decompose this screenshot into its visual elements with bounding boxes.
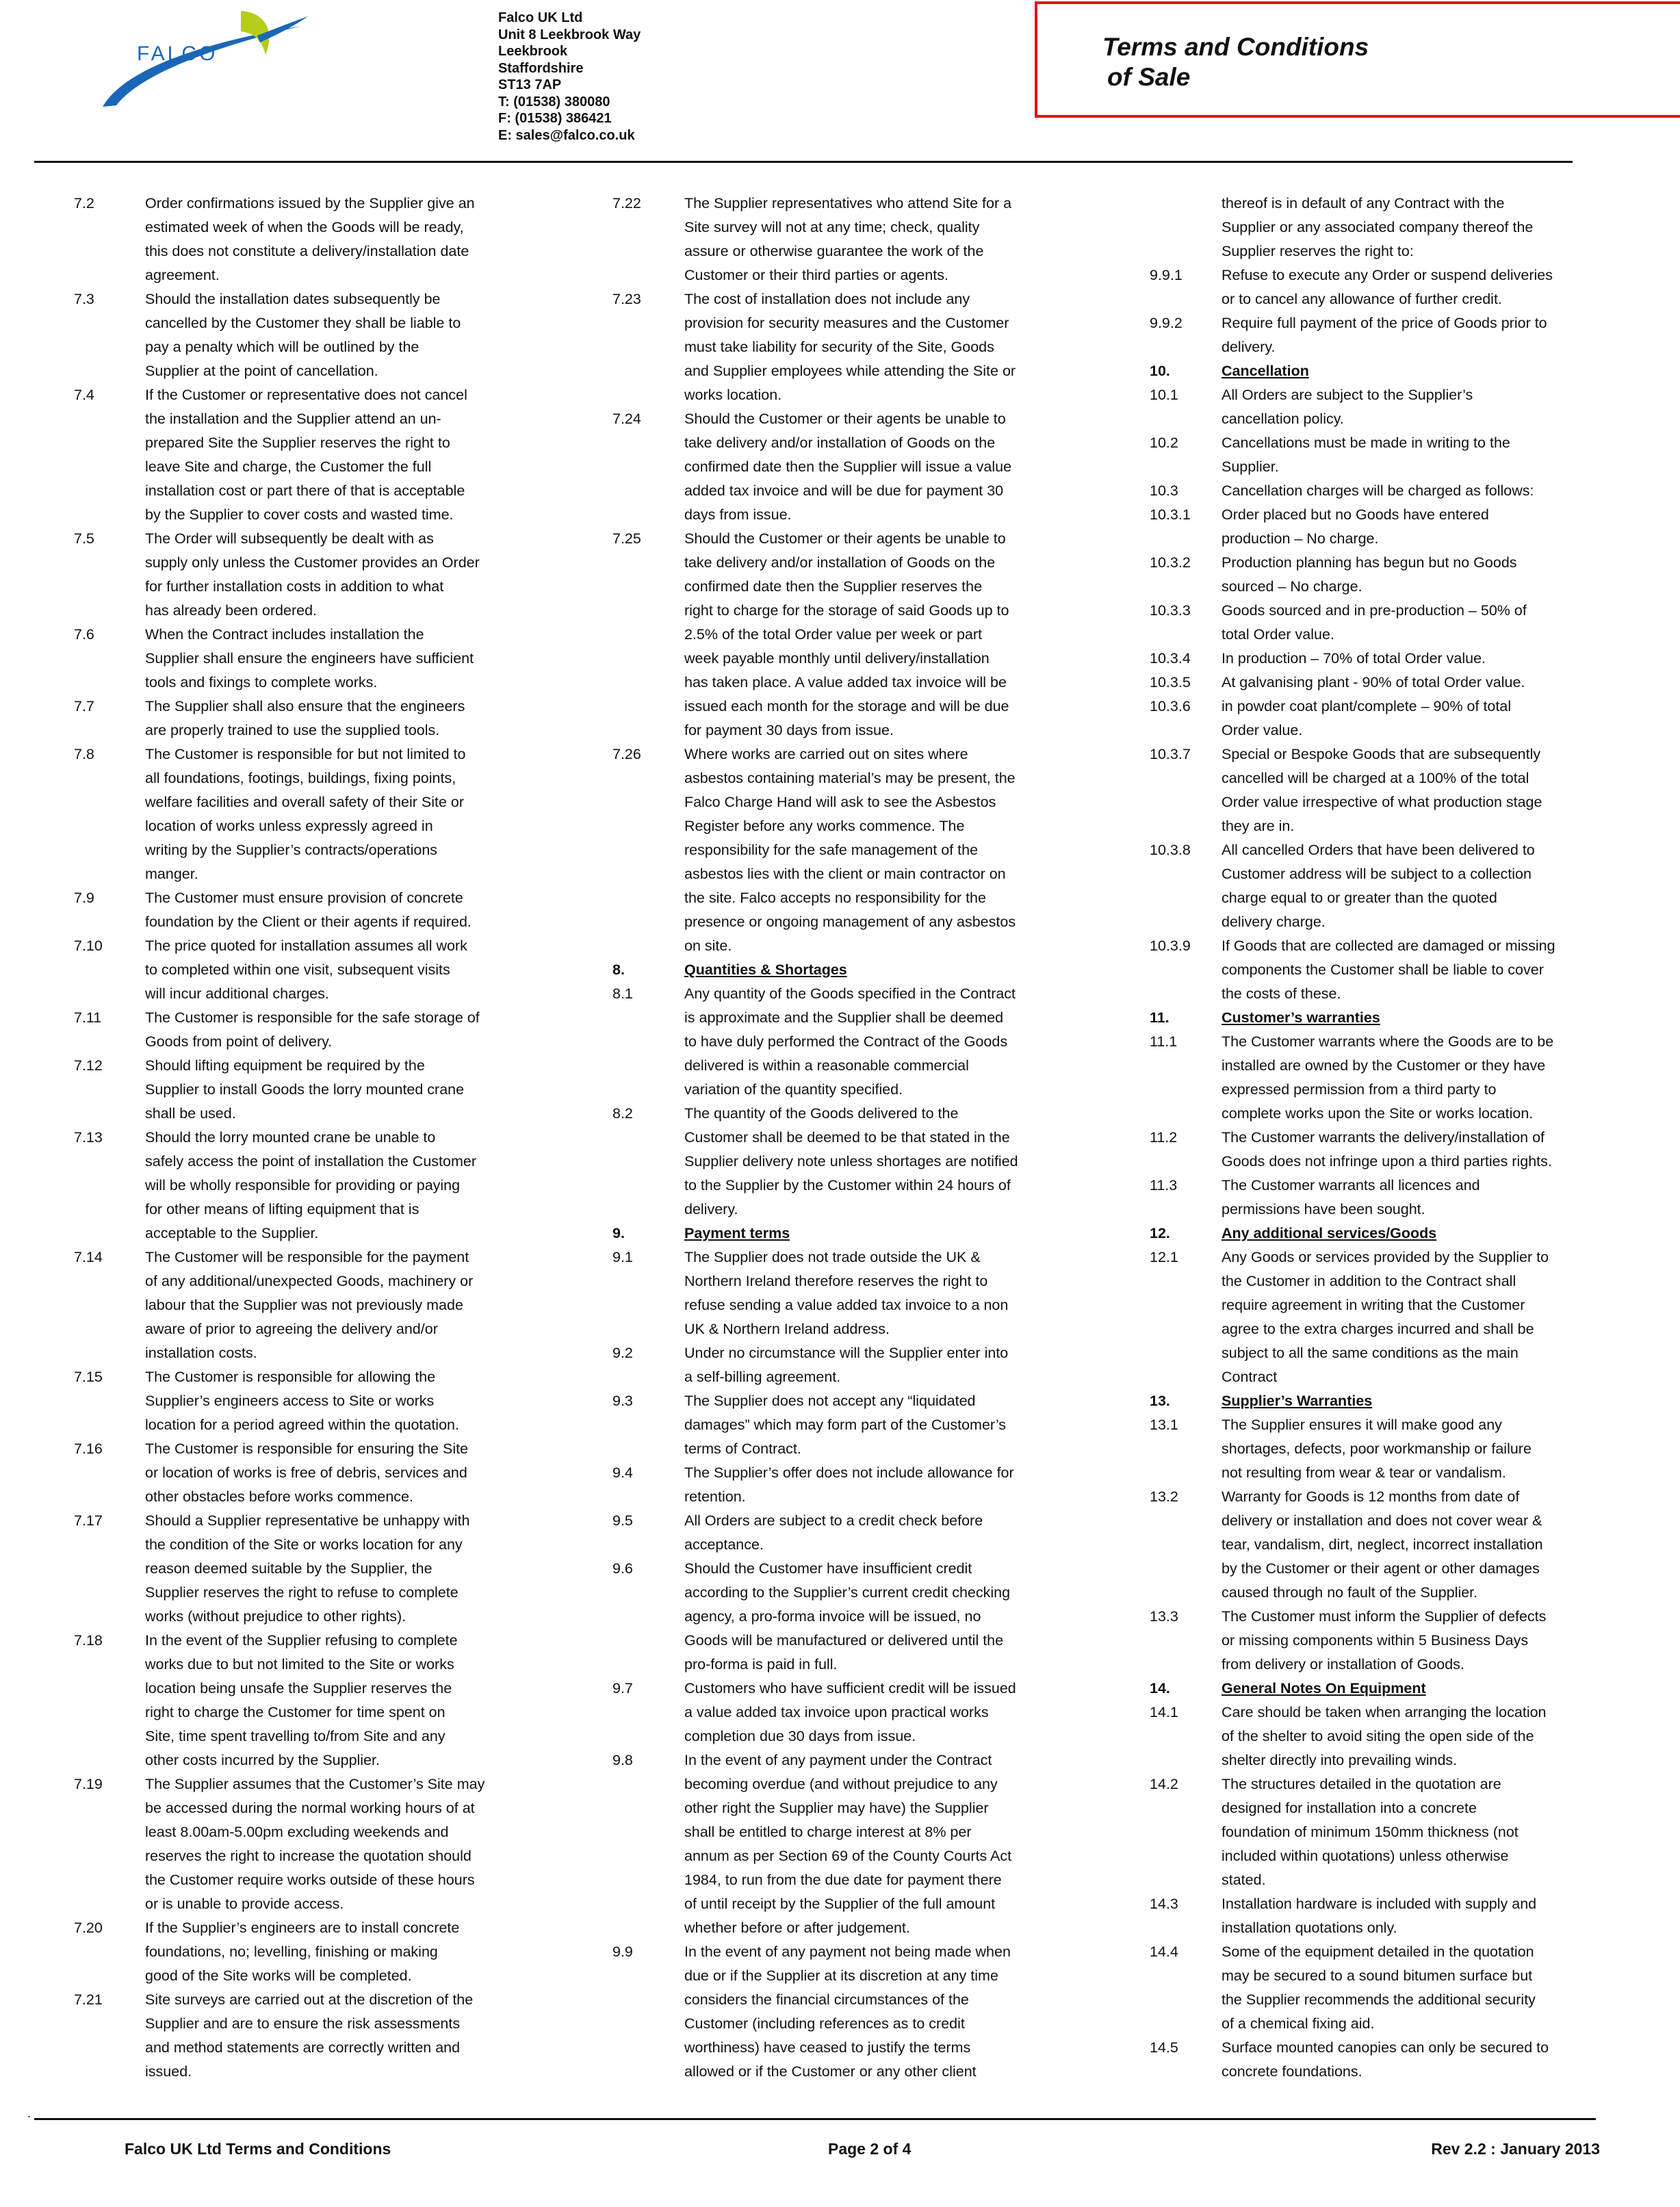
- clause-text: Should the Customer or their agents be unable to take delivery and/or installation of Goods on the confirmed date then the Supplier will issue a value added tax invoice and will be due for payment 30 days from issue.: [684, 411, 1012, 523]
- clause: [612, 1557, 1133, 1677]
- section-title: Customer’s warranties: [1222, 1009, 1380, 1026]
- section-title: Cancellation: [1222, 363, 1309, 379]
- clause-number: 10.3.4: [1150, 650, 1191, 667]
- fax: F: (01538) 386421: [498, 111, 612, 126]
- clause: [74, 1365, 615, 1437]
- clause-text: The Supplier ensures it will make good any shortages, defects, poor workmanship or failure not resulting from wear & tear or vandalism.: [1222, 1417, 1532, 1481]
- clause-number: 7.13: [74, 1129, 103, 1146]
- clause: [1150, 1701, 1670, 1772]
- section-number: 13.: [1150, 1393, 1170, 1409]
- clause-text: In the event of any payment not being made when due or if the Supplier at its discretion at any time considers the financial circumstances of the Customer (including references as to credit worthiness) have ceased to justify the terms allowed or if the Customer or any other client: [684, 1944, 1011, 2080]
- clause-number: 9.9: [612, 1944, 633, 1960]
- address-postcode: ST13 7AP: [498, 77, 562, 92]
- clause: [612, 1748, 1133, 1940]
- clause: [612, 743, 1133, 958]
- clause-number: 7.8: [74, 746, 94, 762]
- section-number: 9.: [612, 1225, 625, 1241]
- clause-text: Warranty for Goods is 12 months from date of delivery or installation and does not cover wear & tear, vandalism, dirt, neglect, incorrect installation by the Customer or their agent or other damages caused through no fault of the Supplier.: [1222, 1488, 1543, 1601]
- clause-number: 13.1: [1150, 1417, 1178, 1433]
- clause-text: The Supplier shall also ensure that the engineers are properly trained to use the supplied tools.: [145, 698, 465, 738]
- clause-number: 10.3.2: [1150, 554, 1191, 571]
- clause-text: Should a Supplier representative be unhappy with the condition of the Site or works location for any reason deemed suitable by the Supplier, the Supplier reserves the right to refuse to complete works (without prejudice to other rights).: [145, 1512, 470, 1625]
- clause-number: 9.4: [612, 1464, 633, 1481]
- clause: [1150, 599, 1670, 647]
- clause-number: 9.1: [612, 1249, 633, 1265]
- clause-text: Surface mounted canopies can only be secured to concrete foundations.: [1222, 2039, 1549, 2080]
- clause-number: 13.3: [1150, 1608, 1178, 1625]
- clause: [1150, 1940, 1670, 2036]
- section-number: 11.: [1150, 1009, 1169, 1026]
- clause-text: All Orders are subject to the Supplier’s cancellation policy.: [1222, 387, 1473, 427]
- clause: [1150, 311, 1670, 359]
- clause-number: 7.22: [612, 195, 641, 211]
- clause-number: 10.3.8: [1150, 842, 1191, 858]
- clause-text: The cost of installation does not include any provision for security measures and the Customer must take liability for security of the Site, Goods and Supplier employees while attending the Site or works location.: [684, 291, 1016, 403]
- company-address: [498, 10, 641, 144]
- address-line: Staffordshire: [498, 60, 584, 76]
- clause-text: Cancellations must be made in writing to the Supplier.: [1222, 435, 1510, 475]
- clause-text: The Customer warrants where the Goods are to be installed are owned by the Customer or they have expressed permission from a third party to complete works upon the Site or works location.: [1222, 1033, 1554, 1122]
- clause-number: 14.2: [1150, 1776, 1178, 1792]
- clause-text: The Order will subsequently be dealt with as supply only unless the Customer provides an Order for further installation costs in addition to what has already been ordered.: [145, 530, 480, 619]
- clause-number: 9.5: [612, 1512, 633, 1529]
- clause: [612, 1940, 1133, 2084]
- clause-text: When the Contract includes installation the Supplier shall ensure the engineers have sufficient tools and fixings to complete works.: [145, 626, 474, 691]
- clause-number: 9.9.1: [1150, 267, 1183, 283]
- header-divider: [34, 161, 1573, 163]
- clause-text: The Supplier representatives who attend Site for a Site survey will not at any time; check, quality assure or otherwise guarantee the work of the Customer or their third parties or agents.: [684, 195, 1012, 283]
- clause-number: 11.3: [1150, 1177, 1178, 1193]
- revision-label: Rev 2.2 : January 2013: [1431, 2140, 1600, 2158]
- clause: [74, 1509, 615, 1629]
- clause: [74, 1054, 615, 1126]
- clause-text: The Customer warrants all licences and permissions have been sought.: [1222, 1177, 1480, 1217]
- clause: [74, 886, 615, 934]
- clause-number: 7.3: [74, 291, 94, 307]
- section-title: Supplier’s Warranties: [1222, 1393, 1373, 1409]
- clause-text: Should lifting equipment be required by the Supplier to install Goods the lorry mounted crane shall be used.: [145, 1057, 465, 1122]
- clause-number: 7.19: [74, 1776, 103, 1792]
- section-number: 14.: [1150, 1680, 1170, 1696]
- clause: [612, 1461, 1133, 1509]
- section-title: Any additional services/Goods: [1222, 1225, 1437, 1241]
- clause: [612, 982, 1133, 1102]
- clause-number: 7.9: [74, 890, 94, 906]
- document-subtitle: of Sale: [1107, 63, 1191, 91]
- clause: [1150, 743, 1670, 838]
- clause-number: 14.5: [1150, 2039, 1178, 2056]
- clause-number: 8.1: [612, 985, 633, 1002]
- clause-text: Refuse to execute any Order or suspend deliveries or to cancel any allowance of further credit.: [1222, 267, 1553, 307]
- clause-number: 7.6: [74, 626, 94, 643]
- clause-number: 10.3.1: [1150, 506, 1191, 523]
- clause-number: 7.25: [612, 530, 641, 547]
- clause: [1150, 263, 1670, 311]
- clause: [1150, 1246, 1670, 1389]
- clause: [612, 192, 1133, 287]
- clause-number: 7.17: [74, 1512, 103, 1529]
- section-title: Payment terms: [684, 1225, 790, 1241]
- clause-number: 7.2: [74, 195, 94, 211]
- terms-column-1: [74, 192, 615, 2084]
- clause: [1150, 838, 1670, 934]
- falco-logo: [96, 5, 322, 115]
- clause: [1150, 1174, 1670, 1222]
- clause: [74, 192, 615, 287]
- clause: [1150, 383, 1670, 431]
- clause-number: 10.1: [1150, 387, 1178, 403]
- section-number: 12.: [1150, 1225, 1170, 1241]
- clause-text: Cancellation charges will be charged as follows:: [1222, 482, 1534, 499]
- clause-text: Customers who have sufficient credit will be issued a value added tax invoice upon practical works completion due 30 days from issue.: [684, 1680, 1016, 1744]
- section-heading: [1150, 359, 1670, 383]
- clause-number: 10.3.9: [1150, 938, 1191, 954]
- clause-number: 7.16: [74, 1441, 103, 1457]
- clause-text: Under no circumstance will the Supplier enter into a self-billing agreement.: [684, 1345, 1009, 1385]
- falco-logo-swoosh-icon: [96, 5, 322, 115]
- footer-document-name: Falco UK Ltd Terms and Conditions: [125, 2140, 391, 2158]
- section-heading: [612, 1222, 1133, 1246]
- clause: [1150, 1413, 1670, 1485]
- clause-number: 12.1: [1150, 1249, 1178, 1265]
- section-heading: [1150, 1389, 1670, 1413]
- clause-text: The Customer will be responsible for the payment of any additional/unexpected Goods, machinery or labour that the Supplier was not previously made aware of prior to agreeing the delivery and/or installation costs.: [145, 1249, 474, 1361]
- clause: [612, 527, 1133, 743]
- clause: [74, 1246, 615, 1365]
- clause-text: Installation hardware is included with supply and installation quotations only.: [1222, 1896, 1537, 1936]
- clause: [1150, 647, 1670, 671]
- section-heading: [1150, 1222, 1670, 1246]
- clause-text: The quantity of the Goods delivered to the Customer shall be deemed to be that stated in the Supplier delivery note unless shortages are notified to the Supplier by the Customer within 24 hours of delivery.: [684, 1105, 1018, 1217]
- terms-column-3: [1150, 192, 1670, 2084]
- clause-text: If Goods that are collected are damaged or missing components the Customer shall be liable to cover the costs of these.: [1222, 938, 1555, 1002]
- clause-text: All cancelled Orders that have been delivered to Customer address will be subject to a collection charge equal to or greater than the quoted delivery charge.: [1222, 842, 1535, 930]
- section-title: Quantities & Shortages: [684, 961, 847, 978]
- clause: [612, 1341, 1133, 1389]
- clause-text: The structures detailed in the quotation are designed for installation into a concrete foundation of minimum 150mm thickness (not included within quotations) unless otherwise stated.: [1222, 1776, 1519, 1888]
- clause-number: 9.9.2: [1150, 315, 1183, 331]
- clause-number: 11.1: [1150, 1033, 1178, 1050]
- clause: [1150, 1030, 1670, 1126]
- clause-number: 7.11: [74, 1009, 102, 1026]
- clause-text: The Supplier assumes that the Customer’s Site may be accessed during the normal working hours of at least 8.00am-5.00pm excluding weekends and reserves the right to increase the quotation should the Customer require works outside of these hours or is unable to provide access.: [145, 1776, 485, 1912]
- clause: [1150, 479, 1670, 503]
- clause: [1150, 1605, 1670, 1677]
- clause: [74, 1006, 615, 1054]
- clause-text: Site surveys are carried out at the discretion of the Supplier and are to ensure the risk assessments and method statements are correctly written and issued.: [145, 1991, 474, 2080]
- clause-text: The Customer is responsible for but not limited to all foundations, footings, buildings, fixing points, welfare facilities and overall safety of their Site or location of works unless expressly agreed in writing by the Supplier’s contracts/operations manger.: [145, 746, 466, 882]
- clause-number: 7.4: [74, 387, 94, 403]
- clause-number: 7.14: [74, 1249, 103, 1265]
- page-number: Page 2 of 4: [828, 2140, 912, 2158]
- clause: [74, 1437, 615, 1509]
- clause-number: 7.21: [74, 1991, 103, 2008]
- clause-number: 11.2: [1150, 1129, 1178, 1146]
- clause: [1150, 2036, 1670, 2084]
- clause-number: 7.24: [612, 411, 641, 427]
- document-title: Terms and Conditions: [1102, 33, 1369, 61]
- clause-text: Some of the equipment detailed in the quotation may be secured to a sound bitumen surface but the Supplier recommends the additional security of a chemical fixing aid.: [1222, 1944, 1536, 2032]
- section-heading: [612, 958, 1133, 982]
- clause-number: 8.2: [612, 1105, 633, 1122]
- clause: [74, 743, 615, 886]
- clause-number: 7.10: [74, 938, 103, 954]
- clause-number: 10.3.7: [1150, 746, 1191, 762]
- clause: [74, 695, 615, 743]
- footer-mark: .: [27, 2106, 31, 2120]
- clause-number: 10.3.3: [1150, 602, 1191, 619]
- clause-number: 9.7: [612, 1680, 633, 1696]
- clause-number: 10.3.6: [1150, 698, 1191, 714]
- clause-text: Care should be taken when arranging the location of the shelter to avoid siting the open side of the shelter directly into prevailing winds.: [1222, 1704, 1547, 1768]
- clause: [612, 1102, 1133, 1222]
- clause-number: 9.3: [612, 1393, 633, 1409]
- clause-text: The Customer must ensure provision of concrete foundation by the Client or their agents if required.: [145, 890, 471, 930]
- clause-number: 7.23: [612, 291, 641, 307]
- clause-text: The Customer is responsible for ensuring the Site or location of works is free of debris, services and other obstacles before works commence.: [145, 1441, 469, 1505]
- clause: [74, 1916, 615, 1988]
- clause-number: 7.18: [74, 1632, 103, 1649]
- clause: [1150, 1126, 1670, 1174]
- footer-divider: [34, 2118, 1596, 2120]
- clause-text: Require full payment of the price of Goods prior to delivery.: [1222, 315, 1547, 355]
- telephone: T: (01538) 380080: [498, 94, 610, 109]
- clause: [1150, 431, 1670, 479]
- clause: [1150, 934, 1670, 1006]
- clause-text: In the event of any payment under the Contract becoming overdue (and without prejudice to any other right the Supplier may have) the Supplier shall be entitled to charge interest at 8% per annum as per Section 69 of the County Courts Act 1984, to run from the due date for payment there of until receipt by the Supplier of the full amount whether before or after judgement.: [684, 1752, 1012, 1936]
- clause: [612, 407, 1133, 527]
- clause-number: 7.12: [74, 1057, 103, 1074]
- clause: [74, 527, 615, 623]
- clause-text: Should the installation dates subsequently be cancelled by the Customer they shall be liable to pay a penalty which will be outlined by the Supplier at the point of cancellation.: [145, 291, 461, 379]
- clause: [612, 1389, 1133, 1461]
- clause-text: The price quoted for installation assumes all work to completed within one visit, subsequent visits will incur additional charges.: [145, 938, 467, 1002]
- clause-number: 7.7: [74, 698, 94, 714]
- clause-number: 9.2: [612, 1345, 633, 1361]
- clause: [74, 1988, 615, 2084]
- clause-text: The Customer is responsible for the safe storage of Goods from point of delivery.: [145, 1009, 480, 1050]
- clause-text: At galvanising plant - 90% of total Order value.: [1222, 674, 1525, 691]
- document-title-box: [1035, 1, 1680, 118]
- address-line: Unit 8 Leekbrook Way: [498, 27, 641, 42]
- clause-text: Order placed but no Goods have entered production – No charge.: [1222, 506, 1489, 547]
- clause-text: in powder coat plant/complete – 90% of total Order value.: [1222, 698, 1512, 738]
- clause-number: 10.2: [1150, 435, 1178, 451]
- clause-text: All Orders are subject to a credit check before acceptance.: [684, 1512, 983, 1553]
- clause-number: 10.3.5: [1150, 674, 1191, 691]
- clause-text: The Supplier’s offer does not include allowance for retention.: [684, 1464, 1014, 1505]
- clause-text: Where works are carried out on sites where asbestos containing material’s may be present, the Falco Charge Hand will ask to see the Asbestos Register before any works commence. The responsibility for the safe management of the asbestos lies with the client or main contractor on the site. Falco accepts no responsibility for the presence or ongoing management of any asbestos on site.: [684, 746, 1016, 954]
- clause-number: 7.15: [74, 1369, 103, 1385]
- clause: [74, 287, 615, 383]
- clause: [612, 1246, 1133, 1341]
- clause-number: 9.6: [612, 1560, 633, 1577]
- clause-number: 9.8: [612, 1752, 633, 1768]
- clause-text: Should the lorry mounted crane be unable to safely access the point of installation the Customer will be wholly responsible for providing or paying for other means of lifting equipment that is acceptable to the Supplier.: [145, 1129, 477, 1241]
- clause-text: Goods sourced and in pre-production – 50% of total Order value.: [1222, 602, 1527, 643]
- section-number: 8.: [612, 961, 625, 978]
- clause: [1150, 192, 1670, 263]
- svg-text:FALCO: FALCO: [137, 42, 218, 65]
- clause: [74, 934, 615, 1006]
- clause-text: If the Customer or representative does not cancel the installation and the Supplier attend an un- prepared Site the Supplier reserves the right to leave Site and charge, the Customer the full installation cost or part there of that is acceptable by the Supplier to cover costs and wasted time.: [145, 387, 467, 523]
- clause: [1150, 551, 1670, 599]
- address-line: Leekbrook: [498, 44, 568, 59]
- clause-number: 7.5: [74, 530, 94, 547]
- clause-text: The Customer must inform the Supplier of defects or missing components within 5 Business Days from delivery or installation of Goods.: [1222, 1608, 1547, 1673]
- clause: [74, 623, 615, 695]
- clause-number: 7.20: [74, 1920, 103, 1936]
- clause: [1150, 1485, 1670, 1605]
- clause-number: [1150, 192, 1222, 263]
- clause-text: Order confirmations issued by the Supplier give an estimated week of when the Goods will be ready, this does not constitute a delivery/installation date agreement.: [145, 195, 475, 283]
- clause-text: In the event of the Supplier refusing to complete works due to but not limited to the Site or works location being unsafe the Supplier reserves the right to charge the Customer for time spent on Site, time spent travelling to/from Site and any other costs incurred by the Supplier.: [145, 1632, 458, 1768]
- clause: [74, 1126, 615, 1246]
- clause-text: The Customer is responsible for allowing the Supplier’s engineers access to Site or works location for a period agreed within the quotation.: [145, 1369, 459, 1433]
- section-number: 10.: [1150, 363, 1170, 379]
- clause-text: The Supplier does not accept any “liquidated damages” which may form part of the Customer’s terms of Contract.: [684, 1393, 1006, 1457]
- clause-text: The Customer warrants the delivery/installation of Goods does not infringe upon a third parties rights.: [1222, 1129, 1552, 1170]
- clause: [612, 1677, 1133, 1748]
- clause: [74, 383, 615, 527]
- section-heading: [1150, 1006, 1670, 1030]
- clause-number: 14.4: [1150, 1944, 1178, 1960]
- clause: [74, 1629, 615, 1772]
- clause-text: Any quantity of the Goods specified in the Contract is approximate and the Supplier shall be deemed to have duly performed the Contract of the Goods delivered is within a reasonable commercial variation of the quantity specified.: [684, 985, 1016, 1098]
- clause-text: If the Supplier’s engineers are to install concrete foundations, no; levelling, finishing or making good of the Site works will be completed.: [145, 1920, 460, 1984]
- clause: [1150, 671, 1670, 695]
- clause-text: Production planning has begun but no Goods sourced – No charge.: [1222, 554, 1517, 595]
- company-name: Falco UK Ltd: [498, 10, 583, 25]
- clause-number: 14.1: [1150, 1704, 1178, 1720]
- section-title: General Notes On Equipment: [1222, 1680, 1426, 1696]
- clause: [1150, 503, 1670, 551]
- clause-number: 14.3: [1150, 1896, 1178, 1912]
- clause-text: thereof is in default of any Contract with the Supplier or any associated company thereof the Supplier reserves the right to:: [1222, 195, 1534, 259]
- clause: [612, 287, 1133, 407]
- clause-text: Should the Customer have insufficient credit according to the Supplier’s current credit checking agency, a pro-forma invoice will be issued, no Goods will be manufactured or delivered until the pro-forma is paid in full.: [684, 1560, 1011, 1673]
- clause-number: 10.3: [1150, 482, 1178, 499]
- email: E: sales@falco.co.uk: [498, 127, 635, 143]
- clause: [1150, 695, 1670, 743]
- clause: [1150, 1772, 1670, 1892]
- clause-text: Any Goods or services provided by the Supplier to the Customer in addition to the Contract shall require agreement in writing that the Customer agree to the extra charges incurred and shall be subject to all the same conditions as the main Contract: [1222, 1249, 1549, 1385]
- clause: [1150, 1892, 1670, 1940]
- clause-text: In production – 70% of total Order value.: [1222, 650, 1486, 667]
- clause: [612, 1509, 1133, 1557]
- clause-number: 13.2: [1150, 1488, 1178, 1505]
- clause-text: Should the Customer or their agents be unable to take delivery and/or installation of Goods on the confirmed date then the Supplier reserves the right to charge for the storage of said Goods up to 2.5% of the total Order value per week or part week payable monthly until delivery/installation has taken place. A value added tax invoice will be issued each month for the storage and will be due for payment 30 days from issue.: [684, 530, 1009, 738]
- clause: [74, 1772, 615, 1916]
- section-heading: [1150, 1677, 1670, 1701]
- clause-number: 7.26: [612, 746, 641, 762]
- terms-column-2: [612, 192, 1133, 2084]
- clause-text: The Supplier does not trade outside the UK & Northern Ireland therefore reserves the right to refuse sending a value added tax invoice to a non UK & Northern Ireland address.: [684, 1249, 1009, 1337]
- clause-text: Special or Bespoke Goods that are subsequently cancelled will be charged at a 100% of the total Order value irrespective of what production stage they are in.: [1222, 746, 1542, 834]
